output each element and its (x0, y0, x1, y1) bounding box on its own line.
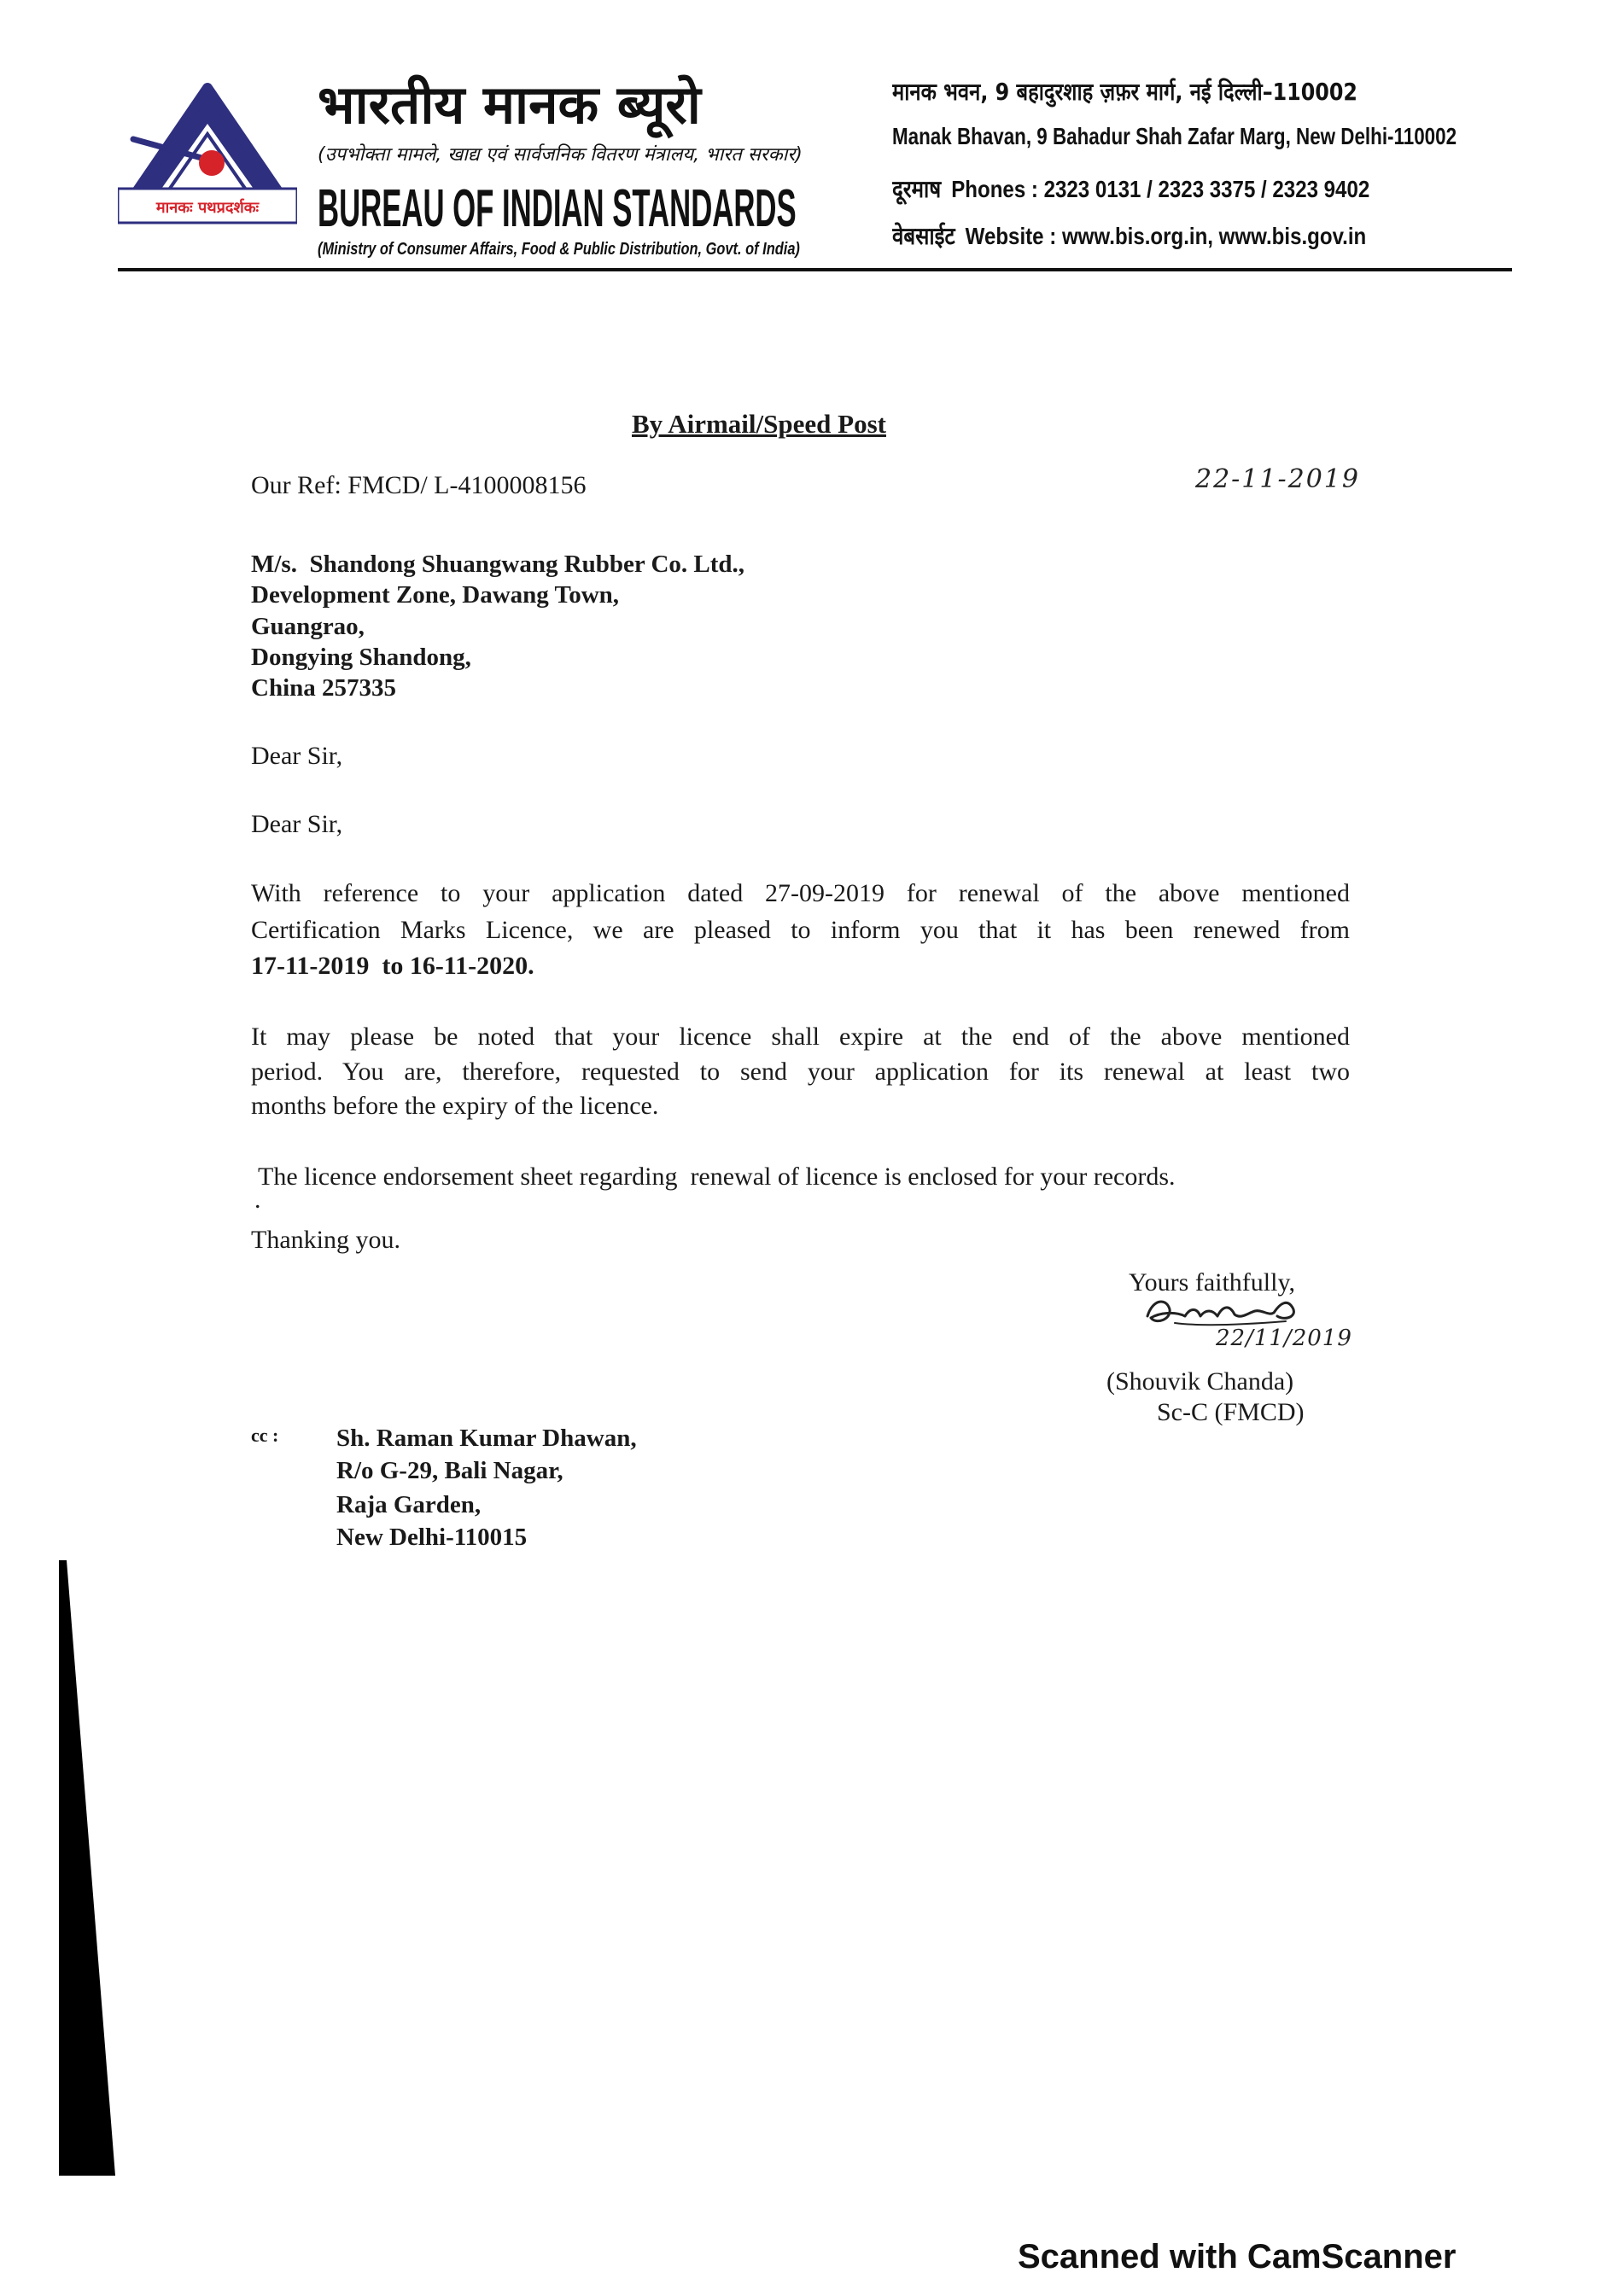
paragraph-2-line: It may please be noted that your licence shall expire at the end of the above mentioned (251, 1023, 1350, 1051)
renewal-period: 17-11-2019 to 16-11-2020. (251, 952, 534, 980)
cc-label: cc : (251, 1425, 279, 1446)
recipient-line: Development Zone, Dawang Town, (251, 581, 620, 609)
address-hindi-text: मानक भवन, 9 बहादुरशाह ज़फ़र मार्ग, नई दिल्ली–110002 (892, 78, 1357, 106)
signatory-name: (Shouvik Chanda) (1106, 1367, 1294, 1396)
logo-motto: मानकः पथप्रदर्शकः (155, 199, 260, 217)
delivery-mode: By Airmail/Speed Post (632, 409, 886, 439)
org-name-text: BUREAU OF INDIAN STANDARDS (318, 179, 797, 238)
org-name (318, 179, 864, 239)
scan-edge-shadow (56, 1560, 118, 2178)
signatory-designation: Sc-C (FMCD) (1157, 1398, 1305, 1426)
stray-mark: . (254, 1186, 261, 1214)
letterhead-divider (118, 268, 1512, 271)
ministry-hindi: (उपभोक्ता मामले, खाद्य एवं सार्वजनिक वितरण मंत्रालय, भारत सरकार) (318, 144, 803, 166)
closing: Thanking you. (251, 1226, 400, 1254)
website (892, 219, 1520, 253)
camscanner-watermark: Scanned with CamScanner (1018, 2238, 1457, 2276)
cc-line: R/o G-29, Bali Nagar, (336, 1457, 563, 1484)
paragraph-2-line: months before the expiry of the licence. (251, 1092, 659, 1120)
website-text: Website : www.bis.org.in, www.bis.gov.in (965, 223, 1367, 249)
cc-line: Raja Garden, (336, 1491, 482, 1518)
paragraph-1-line: Certification Marks Licence, we are pleased to inform you that it has been renewed from (251, 916, 1350, 944)
paragraph-1-line: With reference to your application dated 27-09-2019 for renewal of the above mentioned (251, 879, 1350, 907)
cc-line: New Delhi-110015 (336, 1524, 528, 1551)
recipient-line: China 257335 (251, 674, 397, 702)
phones (892, 172, 1520, 207)
address (892, 119, 1520, 154)
website-label-hindi: वेबसाईट (892, 222, 955, 250)
phones-label-hindi: दूरमाष (892, 175, 942, 203)
signature-date: 22/11/2019 (1216, 1326, 1352, 1351)
phones-text: Phones : 2323 0131 / 2323 3375 / 2323 9402 (951, 176, 1370, 202)
sign-off: Yours faithfully, (1129, 1268, 1296, 1297)
paragraph-3: The licence endorsement sheet regarding renewal of licence is enclosed for your records. (258, 1163, 1176, 1191)
our-ref: Our Ref: FMCD/ L-4100008156 (251, 471, 587, 499)
org-name-hindi: भारतीय मानक ब्यूरो (318, 73, 701, 136)
ministry (318, 237, 864, 261)
ministry-text: (Ministry of Consumer Affairs, Food & Public Distribution, Govt. of India) (318, 240, 800, 259)
address-hindi (892, 75, 1520, 109)
recipient-line: M/s. Shandong Shuangwang Rubber Co. Ltd., (251, 551, 745, 578)
handwritten-date: 22-11-2019 (1195, 464, 1360, 494)
recipient-line: Guangrao, (251, 613, 365, 640)
paragraph-2-line: period. You are, therefore, requested to send your application for its renewal at least two (251, 1058, 1350, 1086)
salutation: Dear Sir, (251, 742, 343, 770)
address-text: Manak Bhavan, 9 Bahadur Shah Zafar Marg, New Delhi-110002 (892, 123, 1457, 149)
cc-line: Sh. Raman Kumar Dhawan, (336, 1425, 637, 1452)
recipient-line: Dongying Shandong, (251, 644, 471, 671)
salutation: Dear Sir, (251, 810, 343, 838)
bis-logo (118, 81, 297, 239)
